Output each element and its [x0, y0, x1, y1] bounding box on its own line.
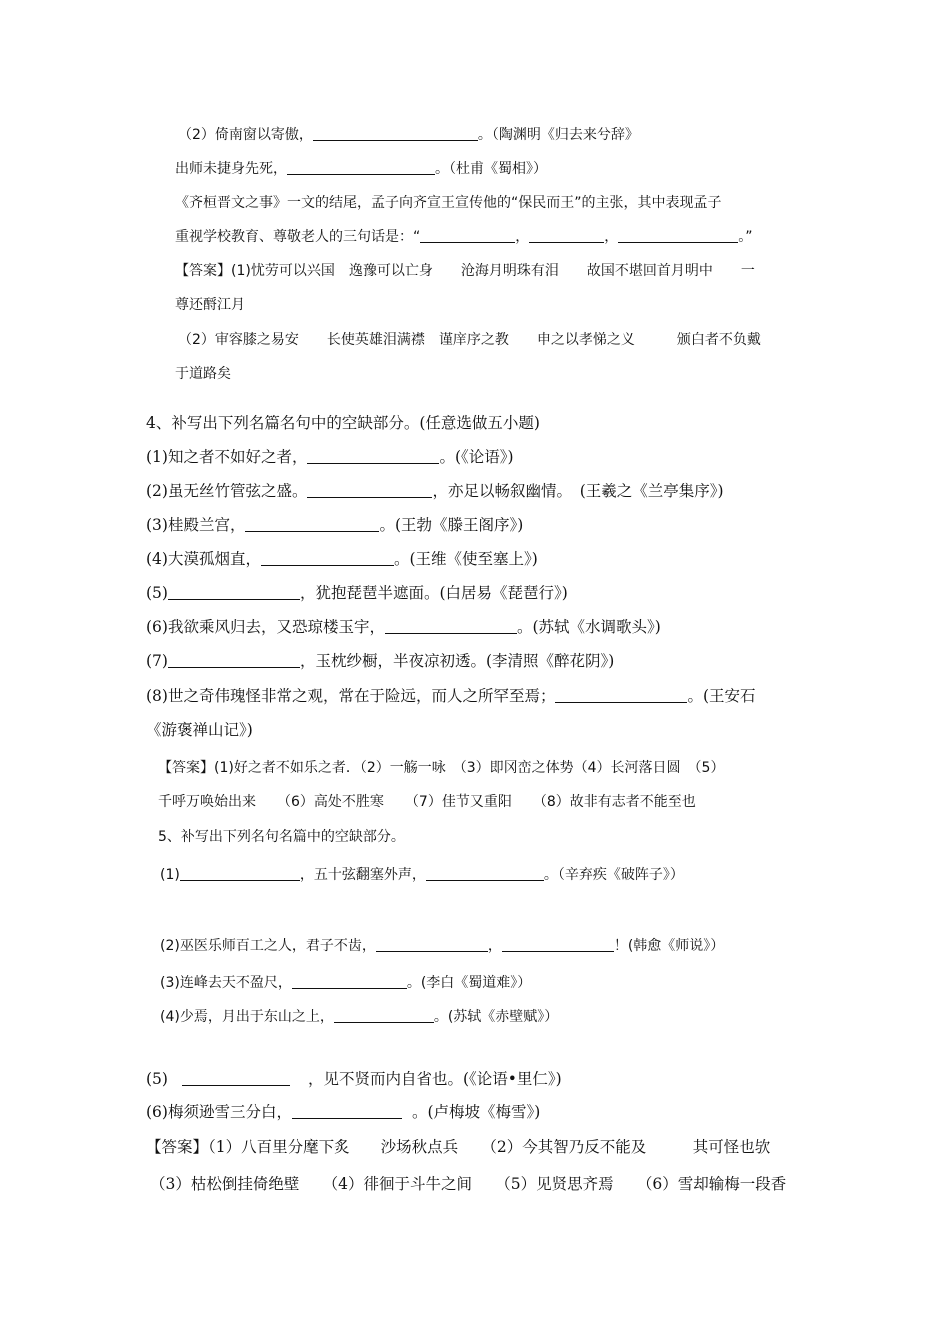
- fill-blank[interactable]: [287, 158, 435, 175]
- section-5-item-6: [146, 1101, 540, 1123]
- heading-text: 5、补写出下列名句名篇中的空缺部分。: [158, 829, 405, 845]
- item-text: (5): [146, 584, 168, 602]
- fill-blank[interactable]: [292, 1102, 402, 1119]
- section-3-answer-line-2: [175, 294, 245, 316]
- item-source: 。(《论语》): [439, 448, 514, 466]
- answer-text: 于道路矣: [175, 366, 231, 382]
- item-text: (8)世之奇伟瑰怪非常之观，常在于险远，而人之所罕至焉；: [146, 687, 556, 705]
- section-4-item-5: [146, 582, 568, 604]
- answer-text: 千呼万唤始出来 （6）高处不胜寒 （7）佳节又重阳 （8）故非有志者不能至也: [158, 794, 696, 810]
- item-text: (1)知之者不如好之者，: [146, 448, 308, 466]
- fill-blank[interactable]: [334, 1006, 434, 1023]
- section-4-item-1: [146, 446, 514, 468]
- fill-blank[interactable]: [261, 549, 394, 566]
- section-3-answer-line-3: [178, 329, 761, 351]
- question-text: 重视学校教育、尊敬老人的三句话是：“: [175, 229, 421, 245]
- fill-blank[interactable]: [313, 124, 478, 141]
- section-5-answer-line-2: [150, 1173, 786, 1195]
- section-4-heading: [146, 412, 540, 434]
- item-text: (2)巫医乐师百工之人，君子不齿，: [160, 938, 376, 954]
- question-source: 。（陶渊明《归去来兮辞》: [477, 127, 639, 143]
- item-text: (1): [160, 867, 180, 883]
- item-text: (4)大漠孤烟直，: [146, 550, 261, 568]
- question-3-3-line-1: [175, 192, 722, 214]
- question-text: 出师未捷身先死，: [175, 161, 287, 177]
- item-source: 。(苏轼《赤壁赋》）: [433, 1009, 559, 1025]
- answer-text: 【答案】(1)好之者不如乐之者．（2）一觞一咏 （3）即冈峦之体势（4）长河落日圆 （5）: [158, 760, 725, 776]
- item-text: (4)少焉，月出于东山之上，: [160, 1009, 334, 1025]
- section-5-item-3: [160, 972, 531, 994]
- item-source: 。(苏轼《水调歌头》): [516, 618, 661, 636]
- question-source: 。（杜甫《蜀相》）: [435, 161, 547, 177]
- fill-blank[interactable]: [245, 515, 379, 532]
- answer-text: （2）审容膝之易安 长使英雄泪满襟 谨庠序之教 申之以孝悌之义 颁白者不负戴: [178, 332, 761, 348]
- item-source: 。（辛弃疾《破阵子》）: [543, 867, 684, 883]
- item-source: ，玉枕纱橱，半夜凉初透。(李清照《醉花阴》): [299, 652, 615, 670]
- answer-text: （3）枯松倒挂倚绝壁 （4）徘徊于斗牛之间 （5）见贤思齐焉 （6）雪却输梅一段香: [150, 1175, 787, 1193]
- item-text: (2)虽无丝竹管弦之盛。: [146, 482, 308, 500]
- section-4-item-3: [146, 514, 523, 536]
- fill-blank[interactable]: [529, 226, 604, 243]
- fill-blank[interactable]: [180, 864, 300, 881]
- item-text: (3)连峰去天不盈尺，: [160, 975, 292, 991]
- fill-blank[interactable]: [555, 686, 687, 703]
- separator: ，: [515, 229, 530, 245]
- section-4-item-7: [146, 650, 614, 672]
- fill-blank[interactable]: [618, 226, 738, 243]
- item-source: ，亦足以畅叙幽情。 (王羲之《兰亭集序》): [432, 482, 724, 500]
- section-5-heading: [158, 826, 405, 848]
- section-4-item-8-continuation: [146, 719, 253, 741]
- section-3-answer-line-4: [175, 363, 231, 385]
- answer-text: 【答案】(1)忧劳可以兴国 逸豫可以亡身 沧海月明珠有泪 故国不堪回首月明中 一: [175, 263, 755, 279]
- question-3-2-line-2: [175, 158, 547, 180]
- section-5-item-5: [146, 1068, 562, 1090]
- section-4-item-8: [146, 685, 756, 707]
- item-text: (6)我欲乘风归去，又恐琼楼玉宇，: [146, 618, 385, 636]
- item-text: ，: [487, 938, 502, 954]
- separator: ，: [604, 229, 619, 245]
- section-4-item-2: [146, 480, 724, 502]
- fill-blank[interactable]: [502, 935, 614, 952]
- section-4-answer-line-2: [158, 791, 696, 813]
- item-source: 。(王维《使至塞上》): [393, 550, 538, 568]
- section-4-item-4: [146, 548, 538, 570]
- item-text: ，五十弦翻塞外声，: [299, 867, 426, 883]
- fill-blank[interactable]: [168, 583, 300, 600]
- question-3-2-line-1: [178, 124, 639, 146]
- fill-blank[interactable]: [307, 447, 439, 464]
- section-3-answer-line-1: [175, 260, 755, 282]
- section-5-item-2: [160, 935, 724, 957]
- item-source: 《游褒禅山记》): [146, 721, 253, 739]
- item-text: (3)桂殿兰宫，: [146, 516, 246, 534]
- answer-text: 【答案】（1）八百里分麾下炙 沙场秋点兵 （2）今其智乃反不能及 其可怪也欤: [146, 1138, 771, 1156]
- item-source: ，见不贤而内自省也。(《论语•里仁》): [307, 1070, 562, 1088]
- fill-blank[interactable]: [307, 481, 432, 498]
- section-4-answer-line-1: [158, 757, 724, 779]
- answer-text: 尊还酹江月: [175, 297, 245, 313]
- item-source: ，犹抱琵琶半遮面。(白居易《琵琶行》): [299, 584, 568, 602]
- item-source: 。(李白《蜀道难》）: [406, 975, 532, 991]
- question-end: 。”: [738, 229, 753, 245]
- item-text: (6)梅须逊雪三分白，: [146, 1103, 292, 1121]
- item-text: (5): [146, 1070, 168, 1088]
- item-source: ！(韩愈《师说》）: [613, 938, 725, 954]
- fill-blank[interactable]: [168, 651, 300, 668]
- heading-text: 4、补写出下列名篇名句中的空缺部分。(任意选做五小题): [146, 414, 540, 432]
- fill-blank[interactable]: [426, 864, 544, 881]
- section-5-item-4: [160, 1006, 558, 1028]
- item-text: (7): [146, 652, 168, 670]
- section-5-answer-line-1: [146, 1136, 770, 1158]
- fill-blank[interactable]: [292, 972, 407, 989]
- item-source: 。(王安石: [687, 687, 756, 705]
- fill-blank[interactable]: [385, 617, 517, 634]
- question-text: 《齐桓晋文之事》一文的结尾，孟子向齐宣王宣传他的“保民而王”的主张，其中表现孟子: [175, 195, 722, 211]
- fill-blank[interactable]: [182, 1069, 290, 1086]
- fill-blank[interactable]: [376, 935, 488, 952]
- item-source: 。(王勃《滕王阁序》): [379, 516, 524, 534]
- section-4-item-6: [146, 616, 661, 638]
- question-3-3-line-2: [175, 226, 753, 248]
- question-text: （2）倚南窗以寄傲，: [178, 127, 313, 143]
- fill-blank[interactable]: [420, 226, 515, 243]
- item-source: 。(卢梅坡《梅雪》): [411, 1103, 541, 1121]
- section-5-item-1: [160, 864, 684, 886]
